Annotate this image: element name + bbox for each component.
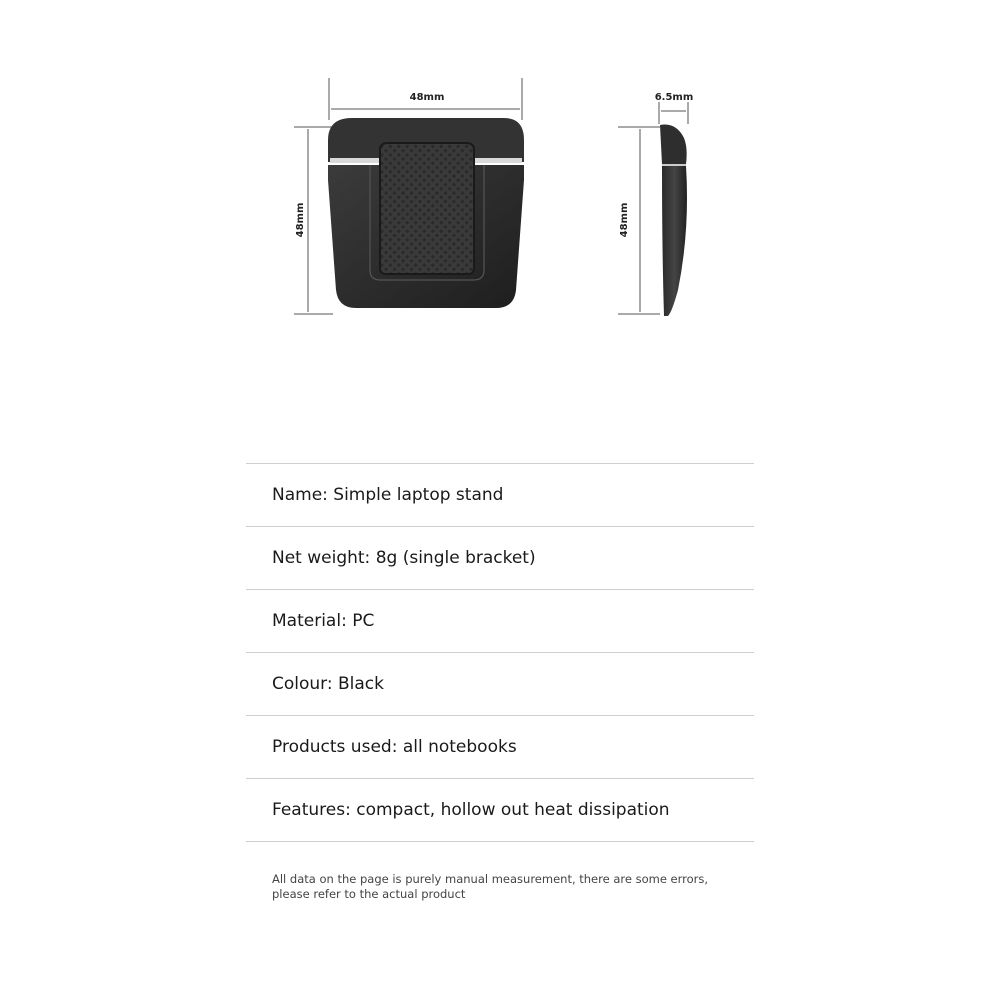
side-height-label: 48mm: [619, 202, 630, 238]
spec-row-products-used: Products used: all notebooks: [246, 715, 754, 778]
front-height-label: 48mm: [295, 202, 306, 238]
side-view: [618, 92, 693, 316]
front-width-label: 48mm: [409, 92, 445, 103]
product-dimension-diagram: [0, 0, 1001, 400]
spec-row-name: Name: Simple laptop stand: [246, 463, 754, 526]
front-view: [294, 78, 524, 314]
stand-side-illustration: [660, 125, 687, 316]
disclaimer-line-1: All data on the page is purely manual measurement, there are some errors,: [272, 872, 709, 886]
disclaimer-line-2: please refer to the actual product: [272, 887, 466, 901]
front-height-dimension: [294, 127, 333, 314]
side-thickness-label: 6.5mm: [654, 92, 694, 103]
side-thickness-dimension: [655, 92, 694, 124]
spec-table: [246, 463, 754, 842]
stand-front-illustration: [328, 118, 524, 308]
spec-row-colour: Colour: Black: [246, 652, 754, 715]
front-width-dimension: [329, 78, 522, 120]
side-height-dimension: [618, 127, 660, 314]
spec-row-net-weight: Net weight: 8g (single bracket): [246, 526, 754, 589]
disclaimer-note: [272, 872, 732, 902]
spec-row-material: Material: PC: [246, 589, 754, 652]
spec-row-features: Features: compact, hollow out heat dissipation: [246, 778, 754, 842]
